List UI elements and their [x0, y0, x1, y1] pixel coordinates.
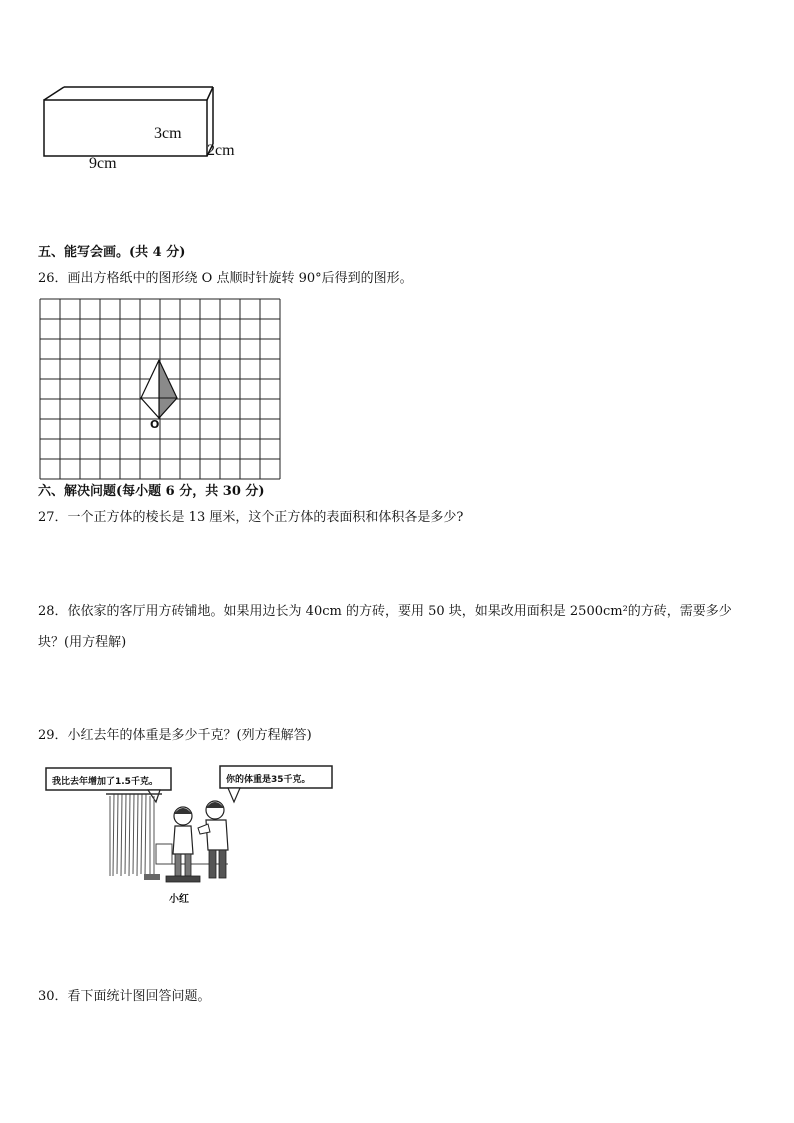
- cuboid-figure: [30, 78, 260, 178]
- length-label: 9cm: [89, 155, 117, 172]
- speech-bubble-left: 我比去年增加了1.5千克。: [52, 777, 158, 787]
- question-28-line2: 块？(用方程解): [38, 635, 127, 650]
- question-29: 29．小红去年的体重是多少千克？(列方程解答): [38, 728, 312, 743]
- grid-paper: [39, 298, 281, 480]
- question-30: 30．看下面统计图回答问题。: [38, 989, 211, 1004]
- question-27: 27．一个正方体的棱长是 13 厘米，这个正方体的表面积和体积各是多少?: [38, 510, 464, 525]
- height-label: 3cm: [154, 125, 182, 142]
- depth-label: 2cm: [207, 142, 235, 159]
- question-26: 26．画出方格纸中的图形绕 O 点顺时针旋转 90°后得到的图形。: [38, 271, 413, 286]
- kite-shape: [141, 360, 177, 418]
- point-o-label: O: [150, 418, 160, 431]
- section-heading-6: 六、解决问题(每小题 6 分，共 30 分): [38, 484, 265, 499]
- illustration-caption: 小红: [169, 894, 189, 905]
- speech-bubble-right: 你的体重是35千克。: [226, 775, 311, 785]
- section-heading-5: 五、能写会画。(共 4 分): [38, 245, 186, 260]
- question-28-line1: 28．依依家的客厅用方砖铺地。如果用边长为 40cm 的方砖，要用 50 块，如果改用面积是 2500cm²的方砖，需要多少: [38, 604, 732, 619]
